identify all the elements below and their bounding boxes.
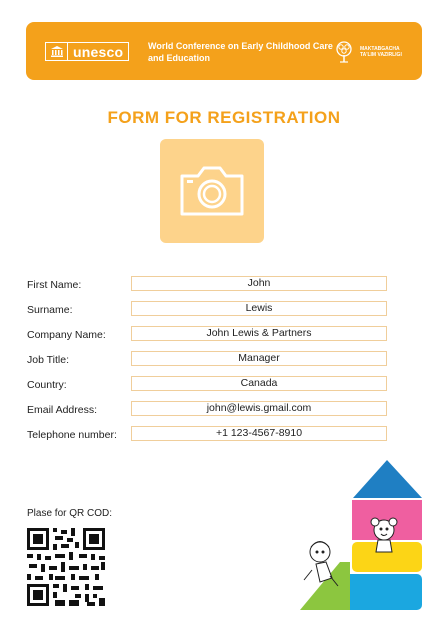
email-label: Email Address: bbox=[27, 404, 98, 416]
first-name-input[interactable]: John bbox=[131, 276, 387, 291]
tree-icon bbox=[332, 40, 356, 64]
country-label: Country: bbox=[27, 379, 67, 391]
header-banner bbox=[26, 22, 422, 80]
ministry-logo bbox=[332, 38, 408, 66]
kids-blocks-illustration bbox=[296, 452, 426, 616]
camera-icon bbox=[178, 164, 246, 218]
job-title-label: Job Title: bbox=[27, 354, 70, 366]
cyan-block bbox=[342, 574, 422, 610]
temple-icon bbox=[46, 43, 68, 60]
company-name-label: Company Name: bbox=[27, 329, 106, 341]
ministry-text: MAKTABGACHA TA'LIM VAZIRLIGI bbox=[360, 46, 402, 58]
conference-title: World Conference on Early Childhood Care and Education bbox=[148, 41, 333, 63]
boy-figure bbox=[304, 542, 338, 587]
blue-triangle-block bbox=[353, 460, 422, 498]
qr-code bbox=[27, 528, 105, 606]
surname-input[interactable]: Lewis bbox=[131, 301, 387, 316]
photo-upload-placeholder[interactable] bbox=[160, 139, 264, 243]
unesco-logo-text: unesco bbox=[73, 43, 124, 60]
unesco-logo bbox=[45, 42, 129, 61]
telephone-input[interactable]: +1 123-4567-8910 bbox=[131, 426, 387, 441]
surname-label: Surname: bbox=[27, 304, 73, 316]
company-name-input[interactable]: John Lewis & Partners bbox=[131, 326, 387, 341]
form-title: FORM FOR REGISTRATION bbox=[107, 108, 341, 127]
first-name-label: First Name: bbox=[27, 279, 82, 291]
qr-code-label: Plase for QR COD: bbox=[27, 508, 113, 519]
telephone-label: Telephone number: bbox=[27, 429, 117, 441]
job-title-input[interactable]: Manager bbox=[131, 351, 387, 366]
email-input[interactable]: john@lewis.gmail.com bbox=[131, 401, 387, 416]
country-input[interactable]: Canada bbox=[131, 376, 387, 391]
